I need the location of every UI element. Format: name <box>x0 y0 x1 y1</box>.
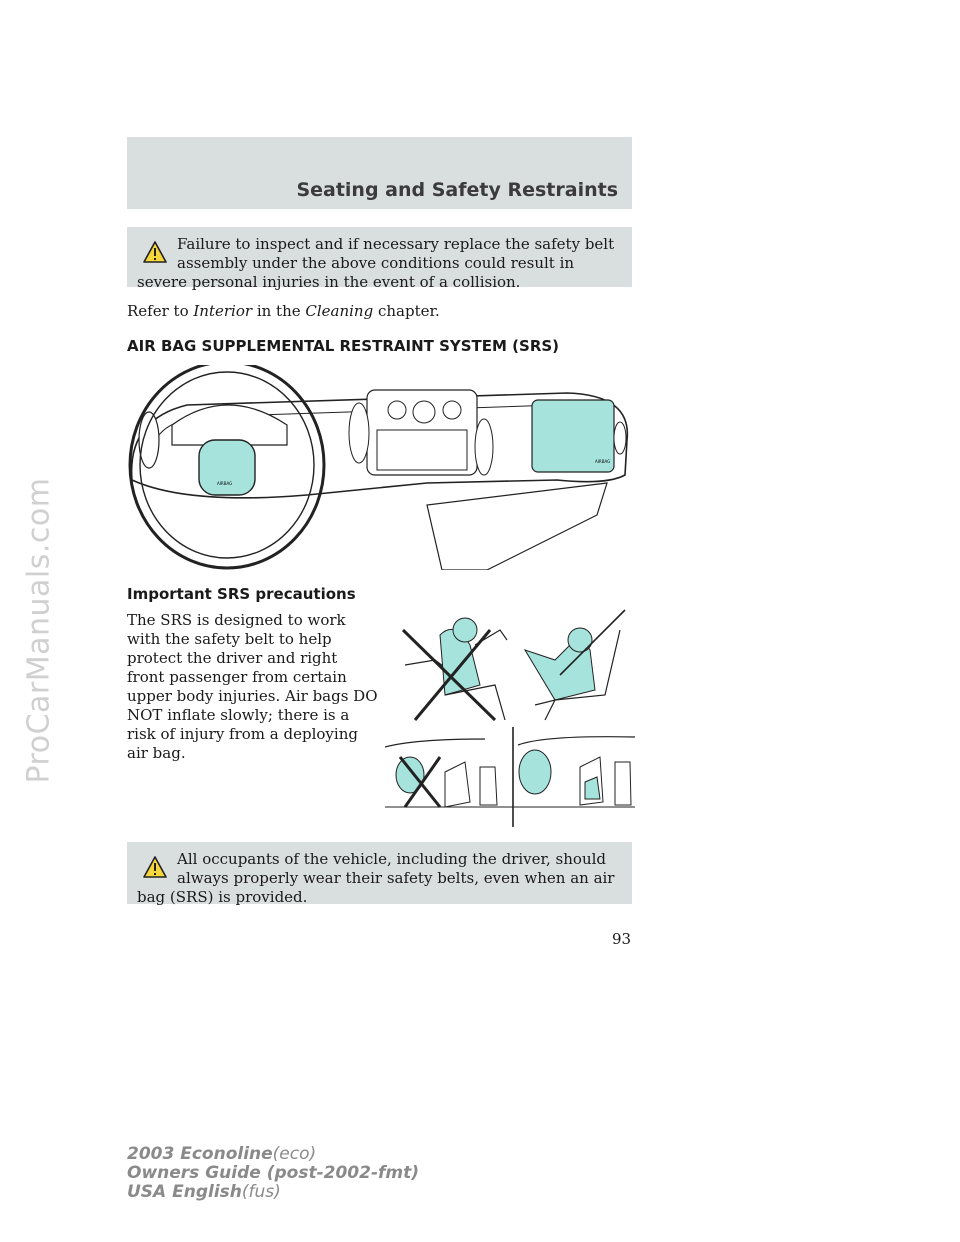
precautions-heading: Important SRS precautions <box>127 585 356 603</box>
warning-triangle-icon <box>143 241 167 263</box>
dash-airbag-label: AIRBAG <box>595 459 611 464</box>
refer-interior: Interior <box>193 302 253 320</box>
footer-model-code: (eco) <box>272 1144 317 1164</box>
section-title: Seating and Safety Restraints <box>296 179 618 201</box>
warning-triangle-icon <box>143 856 167 878</box>
footer-language: USA English <box>127 1182 242 1202</box>
section-header <box>127 137 632 209</box>
footer-guide: Owners Guide (post-2002-fmt) <box>127 1163 420 1183</box>
wheel-airbag-label: AIRBAG <box>217 481 233 486</box>
footer <box>127 1145 419 1202</box>
occupant-position-illustration <box>395 605 635 725</box>
warning-text: All occupants of the vehicle, including the driver, should always properly wear their safety belts, even when an air bag (SRS) is provided. <box>137 850 615 906</box>
child-seat-illustration <box>385 727 635 827</box>
dashboard-illustration <box>127 365 632 570</box>
page-number: 93 <box>612 930 632 948</box>
footer-language-code: (fus) <box>241 1182 281 1202</box>
warning-box-occupants <box>127 842 632 904</box>
refer-cleaning: Cleaning <box>305 302 374 320</box>
watermark <box>4 420 74 840</box>
footer-model: 2003 Econoline <box>127 1144 273 1164</box>
srs-heading: AIR BAG SUPPLEMENTAL RESTRAINT SYSTEM (SRS) <box>127 337 560 355</box>
precautions-text: The SRS is designed to work with the safety belt to help protect the driver and right front passenger from certain upper body injuries. Air bags DO NOT inflate slowly; there is a risk of injury from a deploying air bag. <box>127 611 378 762</box>
refer-line: Refer to Interior in the Cleaning chapter. <box>127 302 440 320</box>
warning-box-inspect <box>127 227 632 291</box>
watermark-text: ProCarManuals.com <box>21 476 57 784</box>
warning-text: Failure to inspect and if necessary replace the safety belt assembly under the above conditions could result in severe personal injuries in the event of a collision. <box>137 235 615 291</box>
